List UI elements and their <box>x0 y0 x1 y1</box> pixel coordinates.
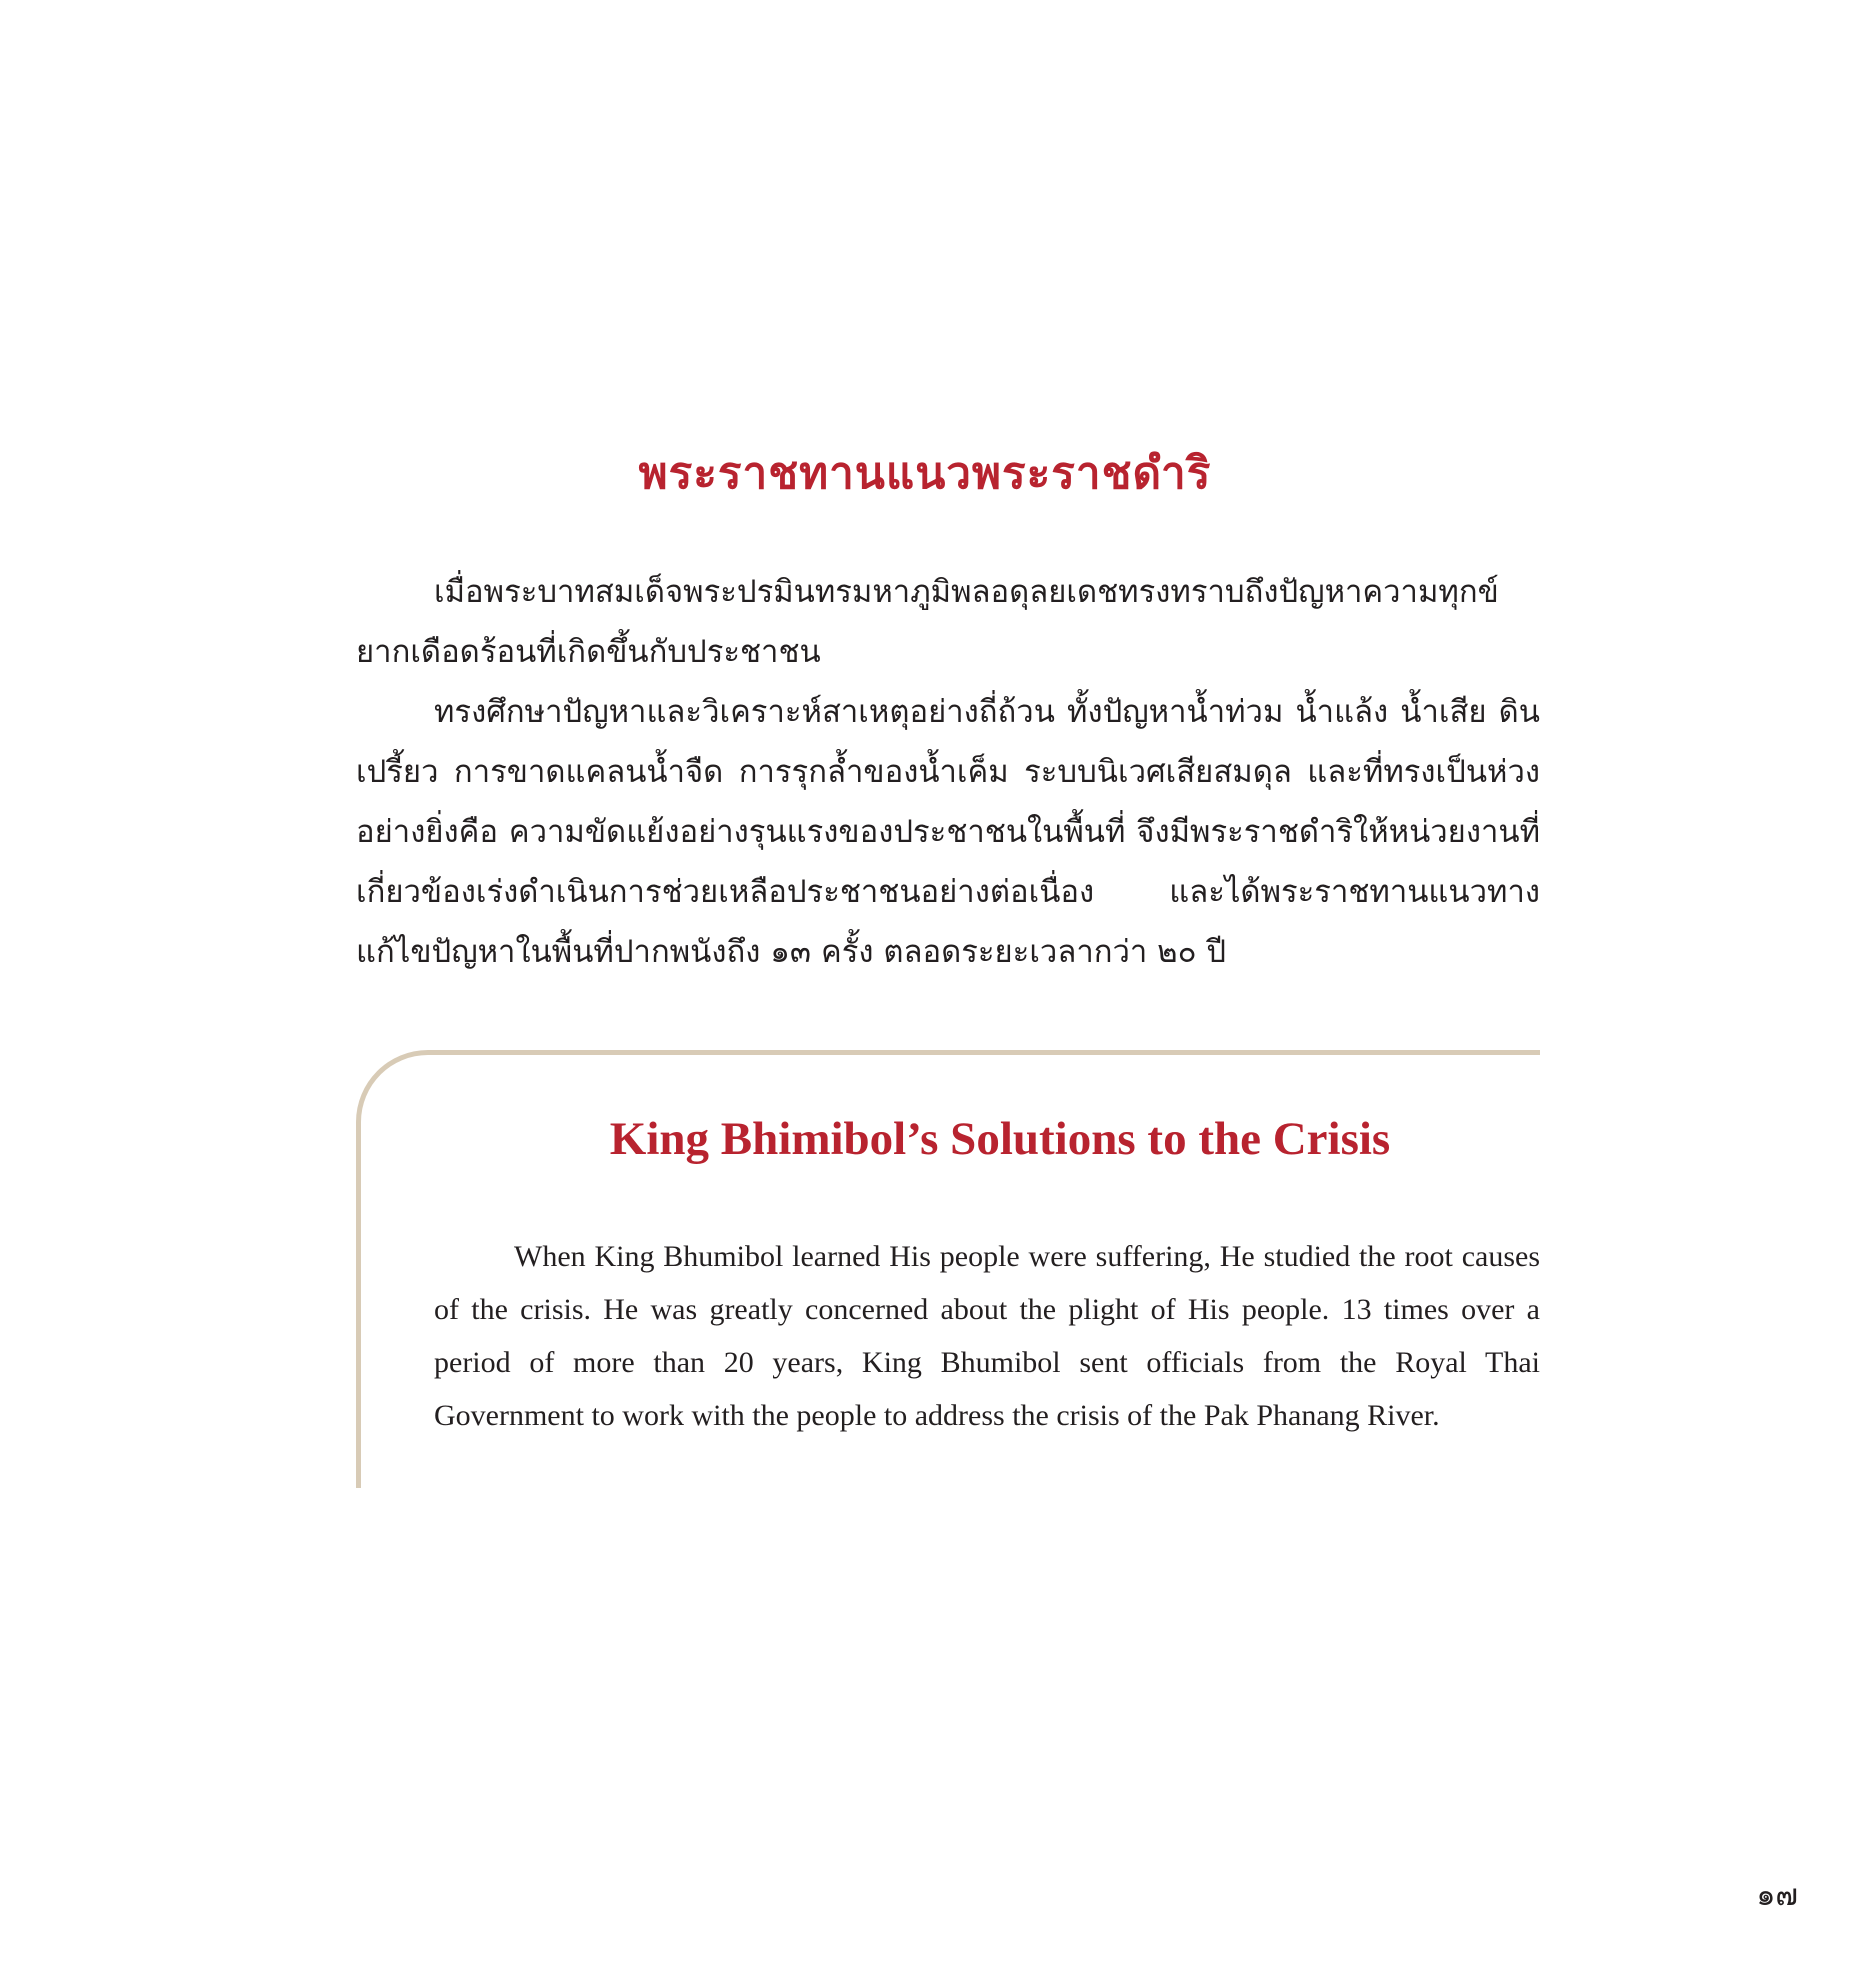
thai-paragraph-1: เมื่อพระบาทสมเด็จพระปรมินทรมหาภูมิพลอดุลยเดชทรงทราบถึงปัญหาความทุกข์ยากเดือดร้อนที่เกิดขึ้นกับประชาชน <box>356 574 1499 670</box>
thai-section-body <box>356 562 1540 982</box>
page-number: ๑๗ <box>1756 1878 1798 1913</box>
thai-paragraph-2: ทรงศึกษาปัญหาและวิเคราะห์สาเหตุอย่างถี่ถ้วน ทั้งปัญหาน้ำท่วม น้ำแล้ง น้ำเสีย ดินเปรี้ยว การขาดแคลนน้ำจืด การรุกล้ำของน้ำเค็ม ระบบนิเวศเสียสมดุล และที่ทรงเป็นห่วงอย่างยิ่งคือ ความขัดแย้งอย่างรุนแรงของประชาชนในพื้นที่ จึงมีพระราชดำริให้หน่วยงานที่เกี่ยวข้องเร่งดำเนินการช่วยเหลือประชาชนอย่างต่อเนื่อง และได้พระราชทานแนวทางแก้ไขปัญหาในพื้นที่ปากพนังถึง ๑๓ ครั้ง ตลอดระยะเวลากว่า ๒๐ ปี <box>356 694 1540 970</box>
english-paragraph: When King Bhumibol learned His people were suffering, He studied the root causes of the crisis. He was greatly concerned about the plight of His people. 13 times over a period of more than 20 years, King Bhumibol sent officials from the Royal Thai Government to work with the people to address the crisis of the Pak Phanang River. <box>434 1240 1540 1432</box>
english-section-body <box>434 1230 1540 1442</box>
thai-section-title: พระราชทานแนวพระราชดำริ <box>638 448 1212 499</box>
english-section-title: King Bhimibol’s Solutions to the Crisis <box>609 1113 1391 1165</box>
